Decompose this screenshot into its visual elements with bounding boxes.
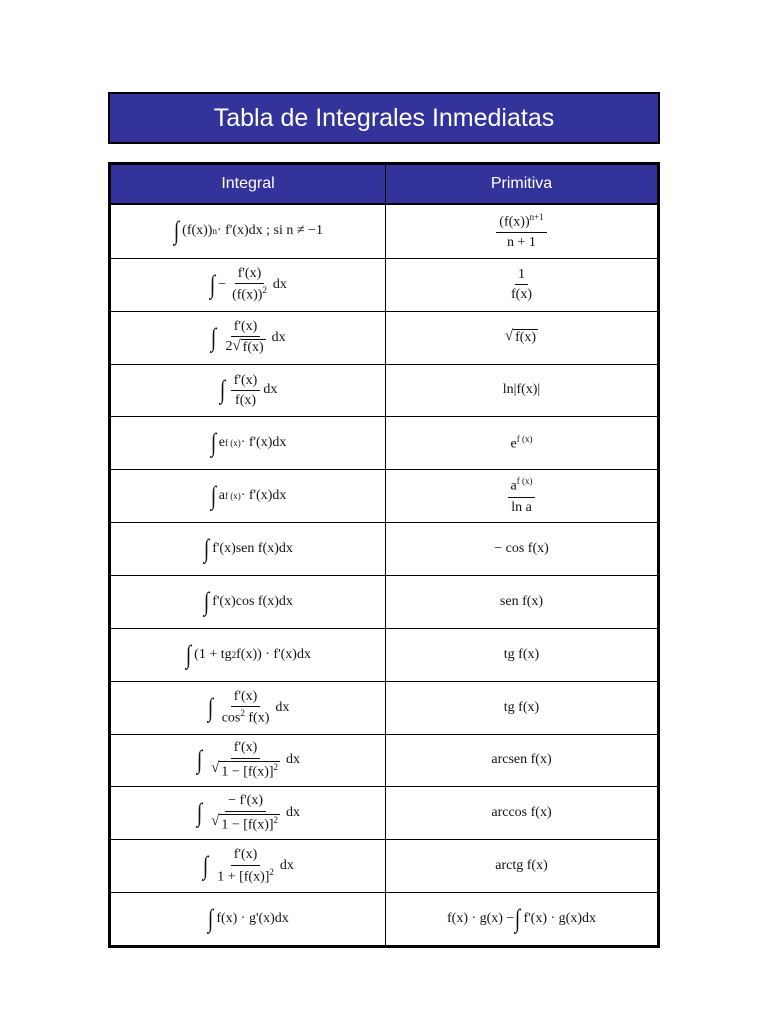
integral-cell: ∫ $\frac{f'(x)}{f(x)}$ dx [111, 364, 386, 417]
fraction: $\frac{a^{f (x)}}{\text{ln a}}$ [508, 477, 536, 514]
fraction: $\frac{f'(x)}{(f(x))^2}$ [232, 266, 267, 304]
primitiva-cell: $e^{f (x)}$ [386, 416, 657, 469]
fraction: f'(x) √ $1 - [f(x)]^2$ [211, 740, 279, 780]
primitiva-cell: arctg f(x) [386, 839, 657, 892]
integral-sign: ∫ [515, 904, 521, 934]
integral-sign: ∫ [209, 269, 216, 299]
fraction: $\frac{f'(x)}{\cos^2 f(x)}$ [221, 688, 270, 726]
primitiva-cell [386, 205, 657, 258]
primitiva-cell: − cos f(x) [386, 522, 657, 575]
integral-cell: ∫ − $\frac{f'(x)}{(f(x))^2}$ dx [111, 258, 386, 311]
primitiva-cell: √ f(x) [386, 311, 657, 364]
integral-sign: ∫ [207, 692, 213, 722]
integral-cell: ∫ e f (x) · f'(x)dx [111, 416, 386, 469]
integral-cell: ∫ (f(x)) n · f'(x)dx ; si n ≠ −1 [111, 205, 386, 258]
primitiva-cell: arccos f(x) [386, 786, 657, 839]
integral-cell: ∫ f'(x)cos f(x)dx [111, 575, 386, 628]
primitiva-cell [386, 258, 657, 311]
integral-cell: ∫ a f (x) · f'(x)dx [111, 469, 386, 522]
fraction: $\frac{(f(x))^{n+1}}{n + 1}$ [496, 213, 546, 250]
column-header-integral: Integral [111, 165, 386, 205]
integral-cell: ∫ f'(x) √ $1 - [f(x)]^2$ dx [111, 734, 386, 787]
primitiva-cell: ln|f(x)| [386, 364, 657, 417]
integral-cell: ∫ $\frac{f'(x)}{1 + [f(x)]^2}$ dx [111, 839, 386, 892]
integrals-table [108, 162, 660, 948]
sqrt-sign: √ [211, 759, 220, 776]
integral-sign: ∫ [185, 639, 192, 669]
integral-cell: ∫ − f'(x) √ $1 - [f(x)]^2$ dx [111, 786, 386, 839]
integral-sign: ∫ [219, 375, 225, 405]
sqrt-sign: √ [504, 328, 514, 345]
sqrt-sign: √ [232, 338, 241, 355]
integral-sign: ∫ [196, 798, 203, 828]
fraction: $\frac{f'(x)}{f(x)}$ [231, 373, 261, 409]
page-title: Tabla de Integrales Inmediatas [108, 92, 660, 144]
column-header-primitiva: Primitiva [386, 165, 657, 205]
primitiva-cell: sen f(x) [386, 575, 657, 628]
primitiva-cell [386, 469, 657, 522]
integral-sign: ∫ [203, 586, 210, 616]
primitiva-cell: tg f(x) [386, 681, 657, 734]
integral-sign: ∫ [202, 851, 209, 881]
integral-sign: ∫ [211, 322, 217, 352]
fraction: f'(x) 2 √ f(x) [225, 318, 264, 356]
fraction: $\frac{f'(x)}{1 + [f(x)]^2}$ [217, 847, 274, 885]
integral-cell: ∫ f'(x) 2 √ f(x) dx [111, 311, 386, 364]
primitiva-cell: tg f(x) [386, 628, 657, 681]
fraction: $\frac{1}{f(x)}$ [511, 266, 532, 303]
integral-sign: ∫ [210, 428, 216, 458]
integral-sign: ∫ [210, 481, 216, 511]
primitiva-cell: arcsen f(x) [386, 734, 657, 787]
integral-cell: ∫ $\frac{f'(x)}{\cos^2 f(x)}$ dx [111, 681, 386, 734]
primitiva-cell: f(x) · g(x) − ∫ f'(x) · g(x)dx [386, 892, 657, 945]
integral-sign: ∫ [203, 534, 210, 564]
integral-sign: ∫ [196, 745, 203, 775]
integral-sign: ∫ [173, 216, 180, 246]
integral-cell: ∫ f'(x)sen f(x)dx [111, 522, 386, 575]
integral-sign: ∫ [208, 904, 214, 934]
integral-cell: ∫ (1 + tg 2 f(x)) · f'(x)dx [111, 628, 386, 681]
sqrt-sign: √ [211, 812, 220, 829]
fraction: − f'(x) √ $1 - [f(x)]^2$ [211, 793, 279, 833]
integral-cell: ∫ f(x) · g'(x)dx [111, 892, 386, 945]
